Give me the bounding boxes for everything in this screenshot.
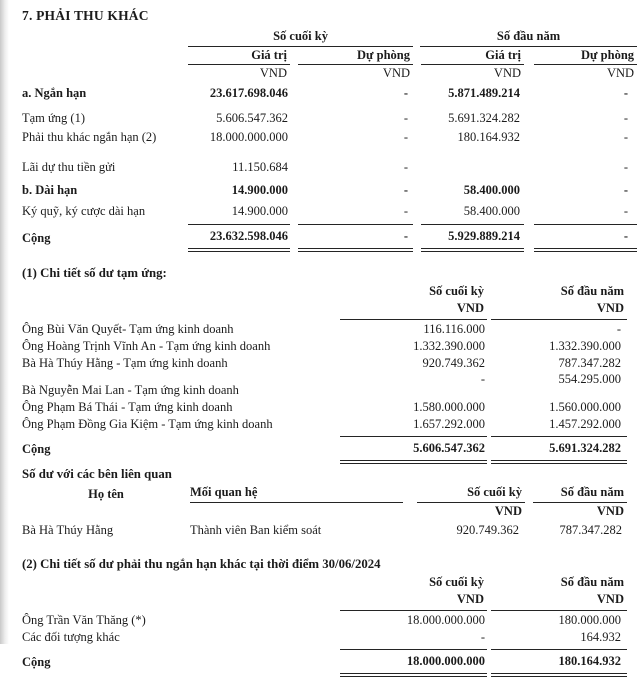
col-group-beginning: Số đầu năm (420, 29, 637, 47)
sub-header-row (22, 47, 637, 66)
col-group-ending: Số cuối kỳ (188, 29, 413, 47)
table-row-long-term (22, 175, 637, 199)
cell-value: 18.000.000.000 (209, 130, 288, 144)
total-value: - (298, 224, 413, 253)
header-relation: Mối quan hệ (190, 485, 403, 503)
related-parties-heading: Số dư với các bên liên quan (22, 467, 172, 482)
total-value: 180.164.932 (491, 649, 627, 677)
table-row (22, 628, 627, 645)
row-label: Lãi dự thu tiền gửi (22, 159, 116, 174)
table-row (22, 415, 627, 432)
table-row (22, 398, 627, 415)
cell-value: - (480, 371, 485, 386)
header-name: Họ tên (88, 487, 124, 502)
header-provision-beginning: Dự phòng (534, 47, 637, 66)
cell-value: 164.932 (580, 629, 621, 644)
cell-value: 5.606.547.362 (216, 111, 288, 126)
cell-value: 1.657.292.000 (413, 416, 485, 431)
table-row-deposits (22, 199, 637, 220)
cell-value: - (623, 159, 629, 174)
unit-label: VND (340, 592, 487, 612)
period-header-row (22, 284, 627, 301)
period-group-header-row (22, 29, 637, 47)
unit-label: VND (493, 66, 522, 81)
section1-heading: (1) Chi tiết số dư tạm ứng: (22, 266, 167, 281)
total-value: 5.691.324.282 (491, 436, 627, 465)
cell-value: - (616, 321, 621, 336)
cell-value: - (623, 85, 629, 100)
table-row-advances (22, 101, 637, 127)
cell-value: 920.749.362 (422, 356, 485, 371)
cell-value: 1.332.390.000 (549, 338, 621, 353)
unit-label: VND (494, 503, 522, 518)
total-value: 18.000.000.000 (340, 649, 487, 677)
person-label: Bà Hà Thúy Hằng - Tạm ứng kinh doanh (22, 356, 228, 371)
cell-value: 18.000.000.000 (406, 612, 485, 627)
period-header-row (22, 575, 627, 592)
table-row (22, 519, 627, 539)
cell-value: - (403, 183, 409, 198)
cell-value: - (403, 159, 409, 174)
person-label: Ông Phạm Đồng Gia Kiệm - Tạm ứng kinh doanh (22, 416, 273, 431)
cell-value: - (623, 130, 629, 144)
total-label: Cộng (22, 230, 51, 245)
table-row-other-short-term (22, 127, 637, 146)
cell-value: - (403, 85, 409, 100)
header-row (22, 485, 627, 503)
unit-label: VND (491, 301, 627, 321)
cell-value: - (623, 183, 629, 198)
scan-edge-shadow (0, 0, 9, 644)
cell-value: 787.347.282 (559, 523, 622, 538)
other-receivables-table (22, 29, 637, 252)
unit-row (22, 301, 627, 321)
cell-value: - (403, 130, 409, 144)
cell-value (413, 146, 524, 176)
table-row (22, 355, 627, 372)
unit-row (22, 592, 627, 612)
row-label: Ký quỹ, ký cược dài hạn (22, 203, 146, 218)
total-value: 5.606.547.362 (340, 436, 487, 465)
row-label: Phải thu khác ngắn hạn (2) (22, 130, 157, 144)
table-row (22, 611, 627, 628)
header-beginning: Số đầu năm (533, 485, 627, 503)
total-label: Cộng (22, 654, 51, 669)
total-label: Cộng (22, 441, 51, 456)
person-label: Ông Phạm Bá Thái - Tạm ứng kinh doanh (22, 399, 233, 414)
unit-label: VND (340, 301, 487, 321)
cell-value: 58.400.000 (463, 183, 521, 198)
header-ending: Số cuối kỳ (417, 485, 525, 503)
table-row (22, 372, 627, 399)
header-provision-ending: Dự phòng (298, 47, 413, 66)
cell-value: 1.580.000.000 (413, 399, 485, 414)
person-name: Bà Hà Thúy Hằng (22, 523, 114, 538)
table-row (22, 320, 627, 337)
cell-value: 1.332.390.000 (413, 338, 485, 353)
cell-value: - (480, 629, 485, 644)
cell-value: 116.116.000 (423, 321, 485, 336)
cell-value: 11.150.684 (232, 159, 288, 174)
cell-value: 554.295.000 (558, 371, 621, 386)
col-ending: Số cuối kỳ (429, 575, 484, 590)
table-row-accrued-interest (22, 146, 637, 176)
cell-value: - (623, 203, 629, 218)
section2-heading: (2) Chi tiết số dư phải thu ngắn hạn khác tại thời điểm 30/06/2024 (22, 557, 381, 572)
cell-value: 14.900.000 (231, 183, 288, 198)
unit-label: VND (382, 66, 411, 81)
col-beginning: Số đầu năm (560, 575, 624, 590)
cell-value: - (403, 203, 409, 218)
cell-value: - (623, 111, 629, 126)
row-label: Tạm ứng (1) (22, 111, 86, 126)
person-label: Ông Hoàng Trịnh Vĩnh An - Tạm ứng kinh doanh (22, 338, 271, 353)
table-total-row (22, 220, 637, 253)
row-label: b. Dài hạn (22, 183, 78, 198)
cell-value: 23.617.698.046 (209, 85, 288, 100)
cell-value: 787.347.282 (558, 356, 621, 371)
cell-value: 180.000.000 (558, 612, 621, 627)
table-row (22, 337, 627, 354)
header-value-ending: Giá trị (188, 47, 290, 66)
cell-value: 180.164.932 (457, 130, 521, 144)
unit-label: VND (596, 503, 624, 518)
unit-label: VND (491, 592, 627, 612)
cell-value: 1.457.292.000 (549, 416, 621, 431)
cell-value: 920.749.362 (456, 523, 519, 538)
total-value: 5.929.889.214 (421, 224, 524, 253)
unit-row (22, 65, 637, 82)
cell-value: 5.871.489.214 (448, 85, 521, 100)
person-label: Bà Nguyễn Mai Lan - Tạm ứng kinh doanh (22, 382, 239, 397)
person-label: Ông Trần Văn Thăng (*) (22, 612, 146, 627)
table-row-short-term (22, 82, 637, 102)
cell-value: - (403, 111, 409, 126)
total-value: 23.632.598.046 (188, 224, 290, 253)
unit-row (22, 503, 627, 520)
person-label: Ông Bùi Văn Quyết- Tạm ứng kinh doanh (22, 321, 234, 336)
total-value: - (534, 224, 637, 253)
unit-label: VND (259, 66, 287, 81)
related-parties-table (22, 485, 627, 539)
cell-value: 14.900.000 (231, 203, 288, 218)
note-title: 7. PHẢI THU KHÁC (22, 8, 149, 23)
table-total-row (22, 433, 627, 465)
cell-value: 58.400.000 (463, 203, 521, 218)
person-label: Các đối tượng khác (22, 629, 120, 644)
advances-detail-table (22, 284, 627, 464)
row-label: a. Ngắn hạn (22, 85, 87, 100)
unit-label: VND (606, 66, 635, 81)
cell-value: 1.560.000.000 (549, 399, 621, 414)
col-ending: Số cuối kỳ (429, 284, 484, 299)
table-total-row (22, 646, 627, 677)
col-beginning: Số đầu năm (560, 284, 624, 299)
other-receivables-detail-table (22, 575, 627, 677)
header-value-beginning: Giá trị (421, 47, 524, 66)
cell-value: 5.691.324.282 (448, 111, 521, 126)
person-relation: Thành viên Ban kiểm soát (190, 523, 322, 538)
